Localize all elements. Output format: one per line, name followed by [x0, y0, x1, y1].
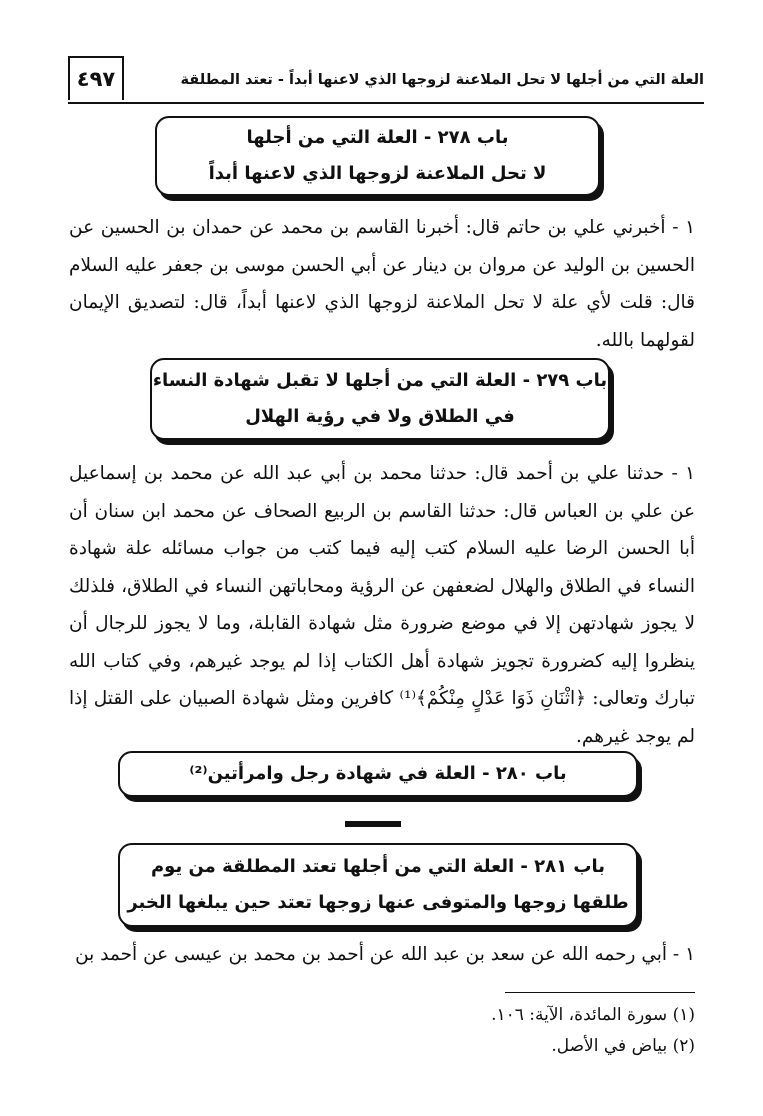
chapter-title-line: طلقها زوجها والمتوفى عنها زوجها تعتد حين يبلغها الخبر [127, 892, 629, 913]
footnote-rule [505, 992, 695, 993]
chapter-title-line: باب ٢٧٨ - العلة التي من أجلها [246, 127, 509, 148]
chapter-title-line: لا تحل الملاعنة لزوجها الذي لاعنها أبداً [208, 163, 547, 184]
footnote-2: (٢) بياض في الأصل. [551, 1036, 695, 1056]
chapter-title-line: باب ٢٧٩ - العلة التي من أجلها لا تقبل شهادة النساء [152, 370, 608, 391]
page-header [68, 56, 704, 104]
chapter-heading-278 [155, 116, 600, 196]
chapter-title-line: باب ٢٨٠ - العلة في شهادة رجل وامرأتين⁽²⁾ [189, 763, 567, 784]
section-divider [345, 821, 401, 827]
narration-paragraph: ١ - أبي رحمه الله عن سعد بن عبد الله عن أحمد بن محمد بن عيسى عن أحمد بن [75, 944, 695, 965]
footnotes [69, 1000, 695, 1062]
narration-paragraph: ١ - حدثنا علي بن أحمد قال: حدثنا محمد بن أبي عبد الله عن محمد بن إسماعيل عن علي بن العباس قال: حدثنا القاسم بن الربيع الصحاف عن محمد ابن سنان أن أبا الحسن الرضا عليه السلام كتب إليه فيما كتب من جواب مسائله علة شهادة النساء في الطلاق والهلال لضعفهن عن الرؤية ومحاباتهن النساء في الطلاق، فلذلك لا يجوز شهادتهن إلا في موضع ضرورة مثل شهادة القابلة، وما لا يجوز للرجال أن ينظروا إليه كضرورة تجويز شهادة أهل الكتاب إذا لم يوجد غيرهم، وفي كتاب الله تبارك وتعالى: ﴿اثْنَانِ ذَوَا عَدْلٍ مِنْكُمْ﴾⁽¹⁾ كافرين ومثل شهادة الصبيان على القتل إذا لم يوجد غيرهم. [69, 463, 695, 747]
chapter-heading-280 [118, 751, 638, 797]
page-number: ٤٩٧ [68, 56, 124, 100]
narration-paragraph: ١ - أخبرني علي بن حاتم قال: أخبرنا القاسم بن محمد عن حمدان بن الحسين عن الحسين بن الوليد عن مروان بن دينار عن أبي الحسن موسى بن جعفر عليه السلام قال: قلت لأي علة لا تحل الملاعنة لزوجها الذي لاعنها أبداً، قال: لتصديق الإيمان لقولهما بالله. [69, 217, 695, 351]
chapter-title-line: باب ٢٨١ - العلة التي من أجلها تعتد المطلقة من يوم [150, 856, 606, 877]
footnote-1: (١) سورة المائدة، الآية: ١٠٦. [491, 1005, 695, 1025]
running-title: العلة التي من أجلها لا تحل الملاعنة لزوجها الذي لاعنها أبداً - تعتد المطلقة [180, 72, 704, 88]
chapter-title-line: في الطلاق ولا في رؤية الهلال [245, 406, 515, 427]
chapter-heading-279 [150, 358, 610, 440]
chapter-heading-281 [118, 843, 638, 927]
